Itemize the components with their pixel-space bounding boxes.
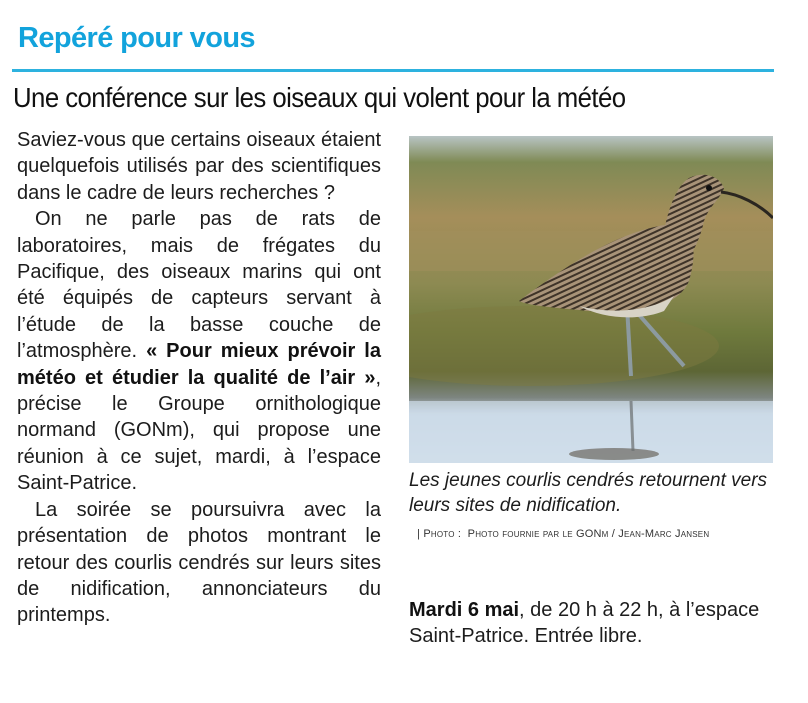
- photo-credit-text: Photo fournie par le GONm / Jean-Marc Jansen: [467, 528, 710, 540]
- article-headline: Une conférence sur les oiseaux qui volent pour la météo: [13, 82, 626, 113]
- event-info: [409, 597, 779, 650]
- curlew-photo: [409, 136, 773, 463]
- event-details: , de 20 h à 22 h, à l’espace Saint-Patrice. Entrée libre.: [409, 599, 760, 648]
- paragraph-2-text-end: , précise le Groupe ornithologique normand (GONm), qui propose une réunion à ce sujet, mardi, à l’espace Saint-Patrice.: [17, 366, 381, 495]
- article-body: [17, 127, 381, 629]
- section-rubric: Repéré pour vous: [18, 22, 255, 54]
- photo-caption: Les jeunes courlis cendrés retournent vers leurs sites de nidification.: [409, 470, 768, 516]
- bird-image: [409, 136, 773, 463]
- paragraph-3: La soirée se poursuivra avec la présentation de photos montrant le retour des courlis cendrés sur leurs sites de nidification, annonciateurs du printemps.: [17, 498, 381, 627]
- paragraph-1: Saviez-vous que certains oiseaux étaient quelquefois utilisés par des scientifiques dans le cadre de leurs recherches ?: [17, 129, 381, 204]
- event-date: Mardi 6 mai: [409, 599, 520, 621]
- paragraph-2: [17, 206, 381, 496]
- quote: « Pour mieux prévoir la météo et étudier la qualité de l’air »: [17, 340, 381, 389]
- photo-credit: [417, 528, 709, 540]
- paragraph-2-text: On ne parle pas de rats de laboratoires, mais de frégates du Pacifique, des oiseaux marins qui ont été équipés de capteurs servant à l’étude de la basse couche de l’atmosphère.: [17, 208, 381, 363]
- photo-credit-prefix: | Photo :: [417, 528, 462, 540]
- rubric-divider: [12, 69, 774, 72]
